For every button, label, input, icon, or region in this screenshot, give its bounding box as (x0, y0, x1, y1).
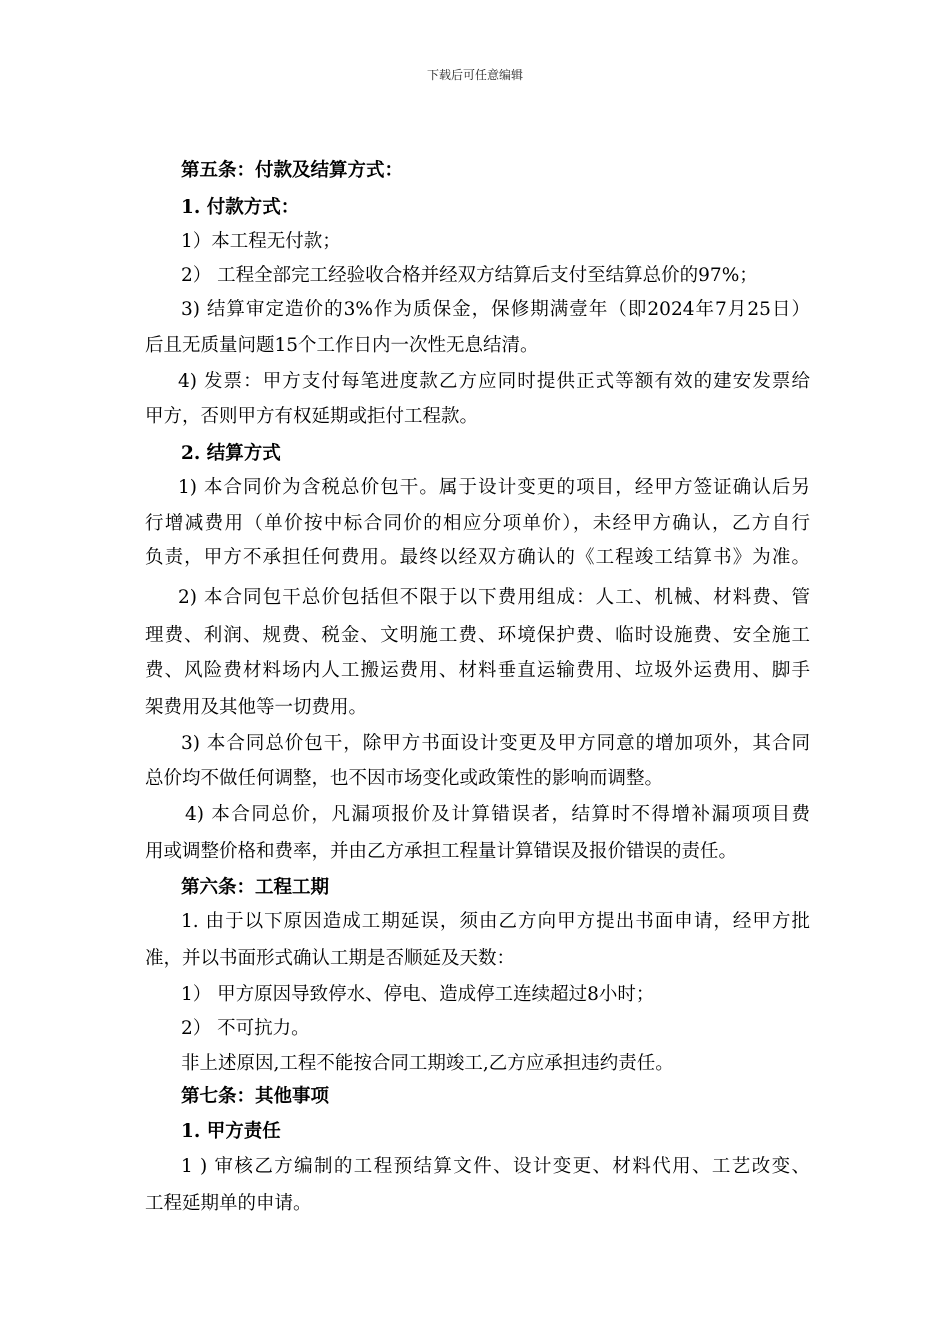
text-line: 2） 不可抗力。 (181, 1018, 310, 1039)
text-line: 行增减费用（单价按中标合同价的相应分项单价），未经甲方确认，乙方自行 (145, 513, 810, 534)
section-heading: 2. 结算方式 (181, 443, 281, 464)
section-heading: 第七条：其他事项 (181, 1086, 330, 1107)
text-line: 2） 工程全部完工经验收合格并经双方结算后支付至结算总价的97%； (181, 265, 758, 286)
text-line: 1 ) 审核乙方编制的工程预结算文件、设计变更、材料代用、工艺改变、 (181, 1156, 810, 1177)
text-line: 理费、利润、规费、税金、文明施工费、环境保护费、临时设施费、安全施工 (145, 625, 810, 646)
text-line: 总价均不做任何调整，也不因市场变化或政策性的影响而调整。 (145, 768, 664, 789)
text-line: 1） 甲方原因导致停水、停电、造成停工连续超过8小时； (181, 984, 655, 1005)
text-line: 负责，甲方不承担任何费用。最终以经双方确认的《工程竣工结算书》为准。 (145, 547, 810, 568)
section-heading: 第五条：付款及结算方式： (181, 160, 404, 181)
text-line: 4) 发票：甲方支付每笔进度款乙方应同时提供正式等额有效的建安发票给 (178, 371, 810, 392)
section-heading: 1. 甲方责任 (181, 1121, 281, 1142)
text-line: 非上述原因,工程不能按合同工期竣工,乙方应承担违约责任。 (181, 1053, 674, 1074)
text-line: 甲方，否则甲方有权延期或拒付工程款。 (145, 406, 479, 427)
text-line: 2) 本合同包干总价包括但不限于以下费用组成：人工、机械、材料费、管 (178, 587, 810, 608)
text-line: 4) 本合同总价，凡漏项报价及计算错误者，结算时不得增补漏项项目费 (185, 804, 810, 825)
text-line: 工程延期单的申请。 (145, 1193, 312, 1214)
page-header: 下载后可任意编辑 (426, 68, 523, 82)
text-line: 用或调整价格和费率，并由乙方承担工程量计算错误及报价错误的责任。 (145, 841, 738, 862)
text-line: 后且无质量问题15个工作日内一次性无息结清。 (145, 335, 539, 356)
text-line: 准，并以书面形式确认工期是否顺延及天数： (145, 948, 516, 969)
text-line: 3) 本合同总价包干，除甲方书面设计变更及甲方同意的增加项外，其合同 (181, 733, 810, 754)
text-line: 1) 本合同价为含税总价包干。属于设计变更的项目，经甲方签证确认后另 (178, 477, 810, 498)
text-line: 3) 结算审定造价的3%作为质保金，保修期满壹年（即2024年7月25日） (181, 299, 810, 320)
text-line: 1）本工程无付款； (181, 231, 341, 252)
text-line: 1. 由于以下原因造成工期延误，须由乙方向甲方提出书面申请，经甲方批 (181, 911, 810, 932)
section-heading: 第六条：工程工期 (181, 877, 330, 898)
text-line: 费、风险费材料场内人工搬运费用、材料垂直运输费用、垃圾外运费用、脚手 (145, 660, 810, 681)
text-line: 架费用及其他等一切费用。 (145, 697, 368, 718)
section-heading: 1. 付款方式： (181, 197, 300, 218)
